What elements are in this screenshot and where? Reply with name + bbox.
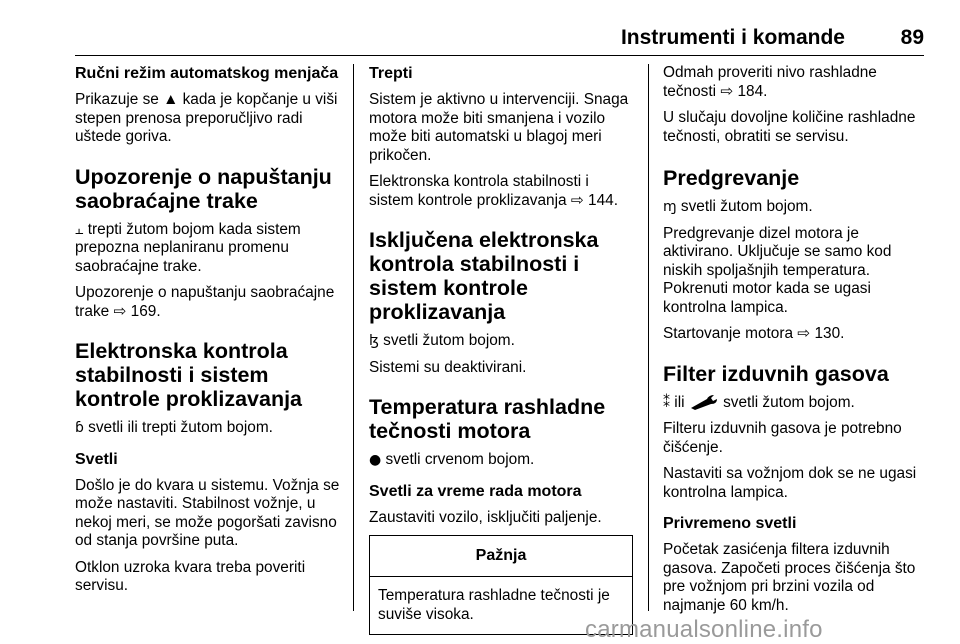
para-filter-text: svetli žutom bojom.: [718, 393, 855, 411]
caution-title: Pažnja: [370, 536, 632, 577]
para-filter-1: [663, 394, 928, 413]
heading-exhaust-filter: Filter izduvnih gasova: [663, 361, 889, 386]
para-esc-off-text: svetli žutom bojom.: [378, 332, 515, 349]
para-filter-2: Filteru izduvnih gasova je potrebno čišćenje.: [663, 420, 902, 456]
column-2: [369, 64, 633, 635]
column-divider-2: [648, 64, 649, 611]
heading-lane-departure: Upozorenje o napuštanju saobraćajne trake: [75, 164, 332, 213]
para-coolant-temp: [369, 451, 633, 470]
page-number: 89: [900, 26, 924, 49]
coolant-temp-icon: ●: [369, 452, 382, 468]
heading-lit-running: Svetli za vreme rada motora: [369, 482, 582, 500]
para-lit-2: Otklon uzroka kvara treba poveriti servisu.: [75, 558, 306, 594]
preheat-icon: ɱ: [663, 199, 677, 215]
heading-manual-mode: Ručni režim automatskog menjača: [75, 65, 339, 82]
header-divider: [75, 55, 924, 56]
esc-off-icon: ɮ: [369, 333, 379, 349]
para-coolant-temp-text: svetli crvenom bojom.: [381, 451, 535, 468]
heading-esc: Elektronska kontrola stabilnosti i sistem kontrole proklizavanja: [75, 339, 303, 411]
para-esc-text: svetli ili trepti žutom bojom.: [83, 419, 273, 436]
para-lit-1: Došlo je do kvara u sistemu. Vožnja se može nastaviti. Stabilnost vožnje, u nekoj meri, se može pogoršati zavisno od stanja površine puta.: [75, 476, 340, 549]
heading-preheat: Predgrevanje: [663, 166, 800, 190]
para-preheat-1: [663, 198, 928, 217]
caution-body: Temperatura rashladne tečnosti je suviše visoka.: [378, 587, 610, 623]
column-divider-1: [353, 64, 354, 611]
column-3: [663, 64, 928, 623]
heading-blinks: Trepti: [369, 65, 413, 82]
column-1: [75, 64, 343, 604]
para-blinks-1: Sistem je aktivno u intervenciji. Snaga motora može biti smanjena i vozilo može biti automatski u blagoj meri prikočen.: [369, 91, 629, 164]
para-temporarily-lit: Početak zasićenja filtera izduvnih gasova. Započeti proces čišćenja što pre vožnjom pri brzini vozila od najmanje 60 km/h.: [663, 541, 916, 614]
para-preheat-3: Startovanje motora ⇨ 130.: [663, 325, 845, 342]
lane-departure-icon: ⫠: [75, 221, 84, 238]
para-esc: [75, 419, 343, 438]
esc-icon: ɓ: [75, 420, 84, 436]
watermark: carmanualsonline.info: [585, 616, 823, 643]
para-lit-running: Zaustaviti vozilo, isključiti paljenje.: [369, 508, 602, 526]
para-manual-mode: Prikazuje se ▲ kada je kopčanje u viši stepen prenosa preporučljivo radi uštede goriva.: [75, 91, 338, 145]
para-lane-departure-text: trepti žutom bojom kada sistem prepozna neplaniranu promenu saobraćajne trake.: [75, 220, 301, 275]
para-filter-3: Nastaviti sa vožnjom dok se ne ugasi kontrolna lampica.: [663, 465, 917, 501]
heading-coolant-temp: Temperatura rashladne tečnosti motora: [369, 395, 606, 443]
page-header-title: Instrumenti i komande: [620, 26, 845, 49]
heading-esc-off: Isključena elektronska kontrola stabilnosti i sistem kontrole proklizavanja: [369, 228, 599, 324]
para-filter-or: ili: [670, 393, 689, 411]
heading-lit: Svetli: [75, 450, 118, 468]
para-esc-off-1: [369, 332, 633, 351]
para-lane-departure-ref: Upozorenje o napuštanju saobraćajne trake ⇨ 169.: [75, 284, 335, 320]
para-preheat-text: svetli žutom bojom.: [676, 198, 813, 215]
heading-temporarily-lit: Privremeno svetli: [663, 515, 797, 532]
para-esc-off-2: Sistemi su deaktivirani.: [369, 358, 527, 376]
para-contact-service: U slučaju dovoljne količine rashladne tečnosti, obratiti se servisu.: [663, 109, 916, 145]
para-blinks-2: Elektronska kontrola stabilnosti i sistem kontrole proklizavanja ⇨ 144.: [369, 173, 619, 209]
para-preheat-2: Predgrevanje dizel motora je aktivirano. Uključuje se samo kod niskih spoljašnjih temperatura. Pokrenuti motor kada se ugasi kontrolna lampica.: [663, 224, 892, 316]
wrench-icon: [689, 394, 719, 410]
filter-icon: ⁑: [663, 394, 670, 411]
para-check-coolant: Odmah proveriti nivo rashladne tečnosti ⇨ 184.: [663, 64, 877, 100]
page-header: [0, 0, 960, 56]
para-lane-departure: [75, 221, 343, 277]
